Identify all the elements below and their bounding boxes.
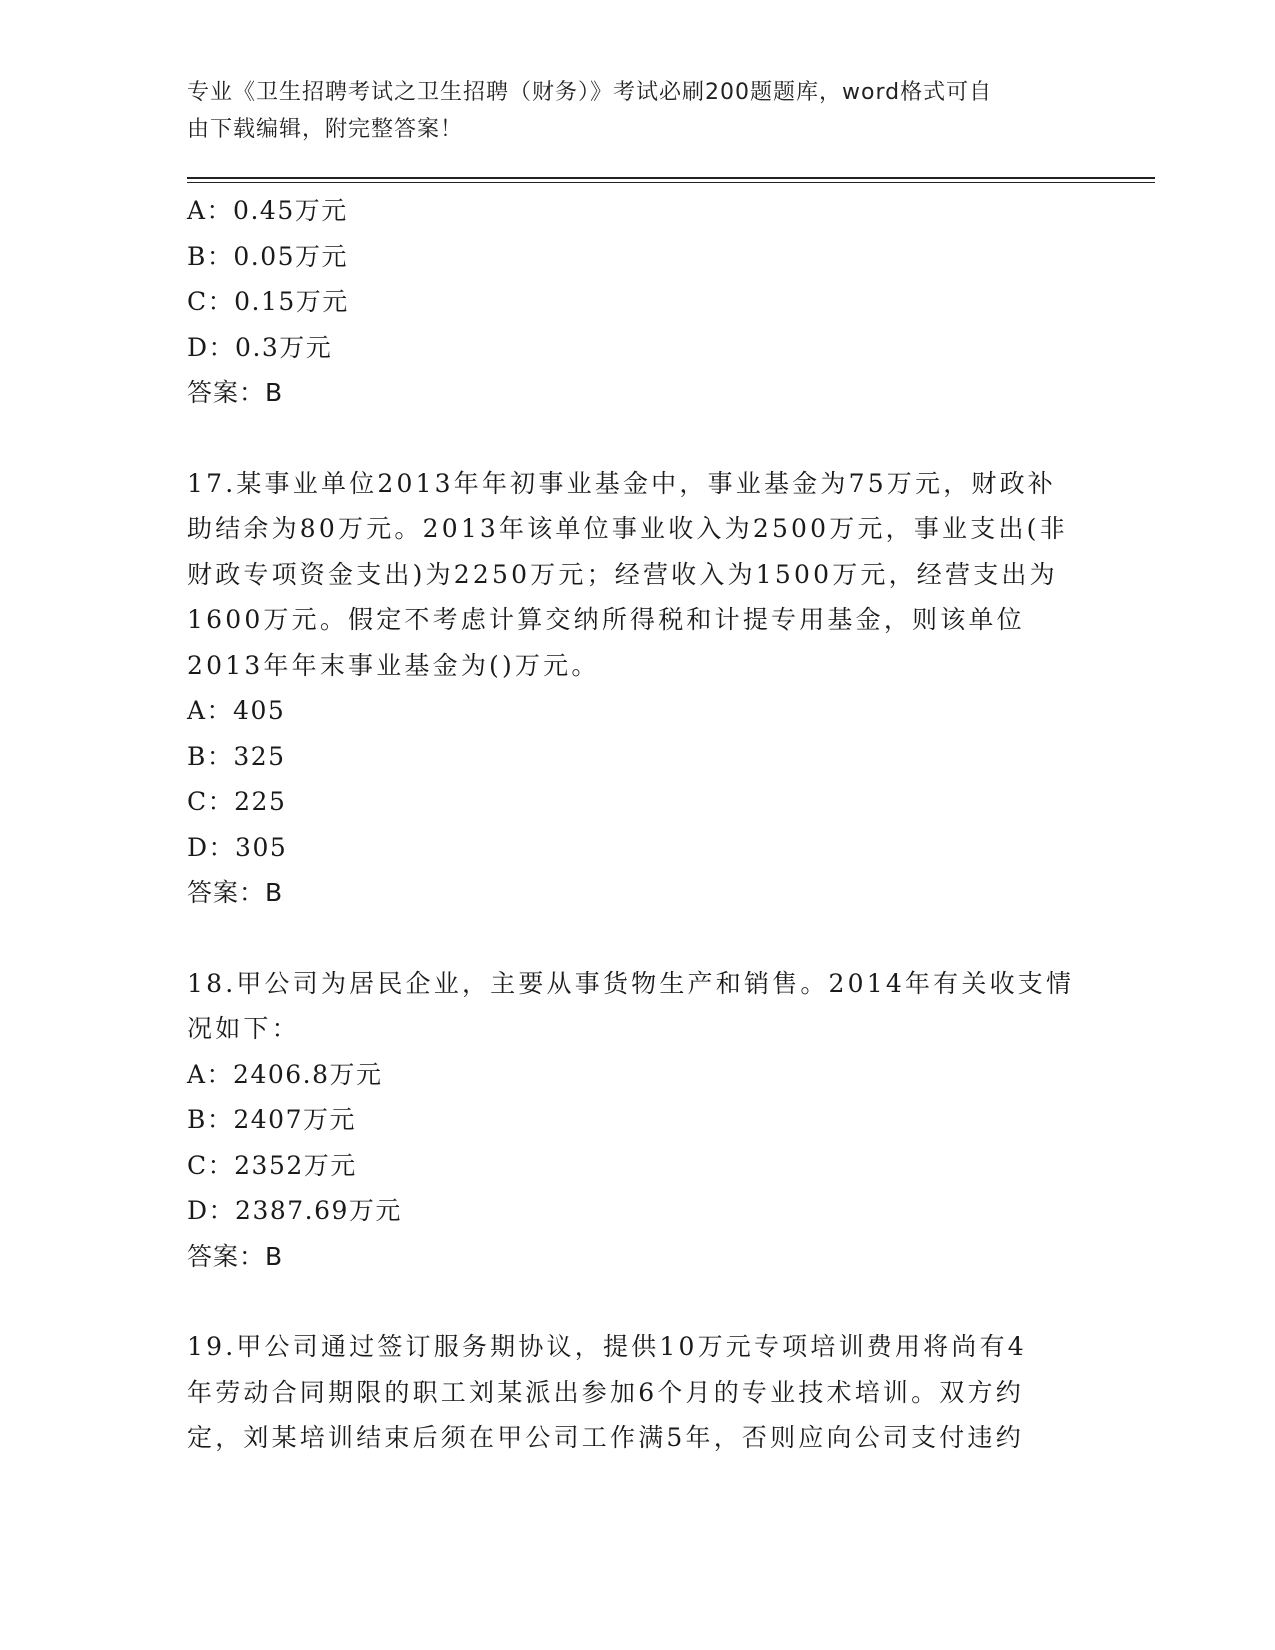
question-18-answer: 答案：B	[187, 1241, 284, 1271]
option-c: C：225	[187, 787, 287, 816]
spacer	[187, 416, 1087, 461]
stem-line: 1600万元。假定不考虑计算交纳所得税和计提专用基金，则该单位	[187, 605, 1025, 634]
option-d: D：2387.69万元	[187, 1196, 402, 1225]
stem-line: 2013年年末事业基金为()万元。	[187, 650, 600, 680]
option-d: D：0.3万元	[187, 332, 333, 362]
spacer	[187, 1279, 1087, 1324]
stem-line: 况如下：	[187, 1014, 300, 1043]
header-line-1: 专业《卫生招聘考试之卫生招聘（财务）》考试必刷200题题库，word格式可自	[187, 80, 993, 105]
question-17	[187, 461, 1087, 916]
stem-line: 18.甲公司为居民企业，主要从事货物生产和销售。2014年有关收支情	[187, 968, 1075, 998]
stem-line: 17.某事业单位2013年年初事业基金中，事业基金为75万元，财政补	[187, 468, 1056, 498]
stem-line: 年劳动合同期限的职工刘某派出参加6个月的专业技术培训。双方约	[187, 1377, 1024, 1407]
option-c: C：2352万元	[187, 1150, 357, 1180]
stem-line: 定，刘某培训结束后须在甲公司工作满5年，否则应向公司支付违约	[187, 1423, 1024, 1452]
option-a: A：2406.8万元	[187, 1059, 383, 1089]
option-d: D：305	[187, 832, 288, 862]
stem-line: 19.甲公司通过签订服务期协议，提供10万元专项培训费用将尚有4	[187, 1332, 1027, 1361]
stem-line: 助结余为80万元。2013年该单位事业收入为2500万元，事业支出(非	[187, 514, 1068, 543]
option-b: B：0.05万元	[187, 241, 349, 271]
question-16-answer: 答案：B	[187, 378, 284, 407]
header-divider-thin	[187, 182, 1155, 183]
document-header	[187, 74, 1067, 148]
question-18-stem	[187, 961, 1087, 1052]
question-18	[187, 961, 1087, 1280]
header-line-2: 由下载编辑，附完整答案！	[187, 117, 464, 142]
question-17-stem	[187, 461, 1087, 689]
question-19	[187, 1324, 1087, 1461]
option-c: C：0.15万元	[187, 287, 349, 316]
question-19-stem	[187, 1324, 1087, 1461]
header-divider-thick	[187, 177, 1155, 179]
option-a: A：0.45万元	[187, 196, 348, 225]
document-body	[187, 188, 1087, 1461]
question-16-options	[187, 188, 1087, 370]
option-b: B：325	[187, 741, 286, 771]
question-17-answer: 答案：B	[187, 878, 284, 907]
stem-line: 财政专项资金支出)为2250万元；经营收入为1500万元，经营支出为	[187, 559, 1058, 589]
option-a: A：405	[187, 696, 286, 725]
spacer	[187, 916, 1087, 961]
option-b: B：2407万元	[187, 1105, 356, 1134]
